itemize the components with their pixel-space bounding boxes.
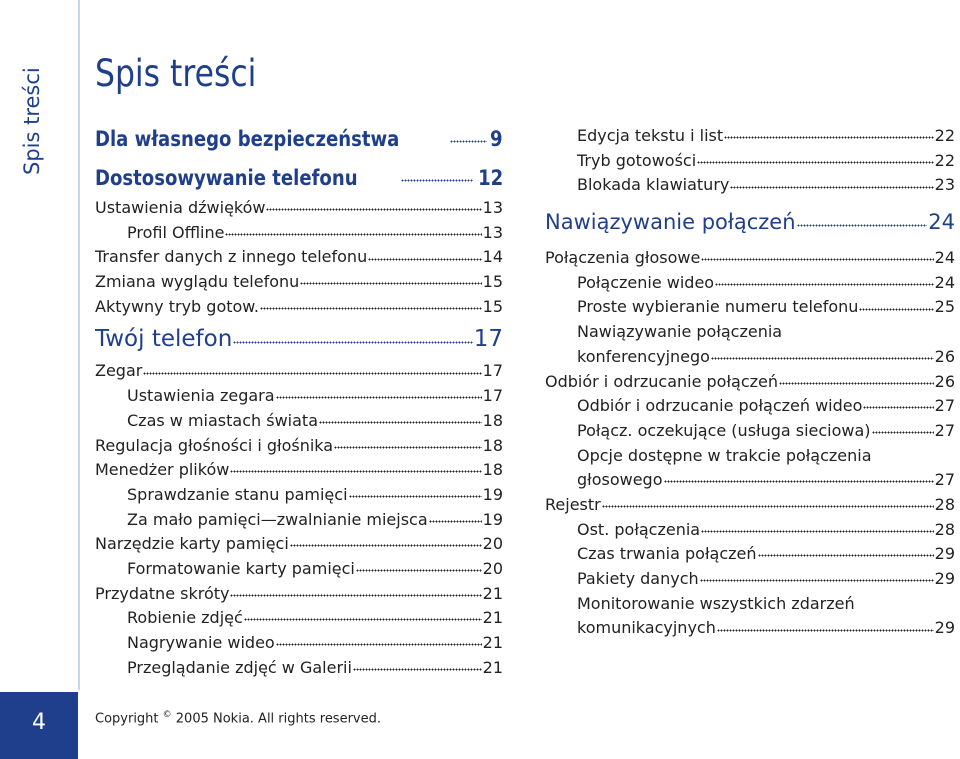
toc-title-line1: Monitorowanie wszystkich zdarzeń bbox=[577, 593, 855, 613]
toc-section-dla-wlasnego-bezpieczenstwa[interactable] bbox=[95, 122, 503, 156]
copyright-pre: Copyright bbox=[95, 711, 163, 727]
toc-leader bbox=[230, 459, 481, 475]
toc-entry[interactable] bbox=[95, 409, 503, 434]
toc-page: 9 bbox=[490, 127, 503, 151]
toc-leader bbox=[429, 509, 482, 525]
toc-page: 15 bbox=[482, 296, 503, 316]
toc-page: 27 bbox=[934, 470, 955, 490]
toc-leader bbox=[797, 208, 928, 229]
toc-page: 27 bbox=[934, 396, 955, 416]
toc-page: 25 bbox=[934, 297, 955, 317]
toc-entry[interactable] bbox=[95, 359, 503, 384]
toc-entry[interactable] bbox=[545, 394, 955, 419]
toc-title: Aktywny tryb gotow. bbox=[95, 296, 260, 316]
toc-section-twoj-telefon[interactable] bbox=[95, 319, 503, 359]
toc-page: 18 bbox=[482, 435, 503, 455]
page-title: Spis treści bbox=[95, 52, 257, 95]
toc-entry-wrapped[interactable] bbox=[545, 592, 955, 641]
toc-page: 12 bbox=[477, 166, 503, 190]
toc-leader bbox=[300, 271, 481, 287]
toc-leader bbox=[260, 296, 482, 312]
toc-title: Czas trwania połączeń bbox=[577, 544, 757, 564]
toc-entry[interactable] bbox=[95, 606, 503, 631]
toc-entry-continuation bbox=[577, 468, 955, 493]
toc-title-line2: komunikacyjnych bbox=[577, 618, 716, 638]
toc-page: 13 bbox=[482, 222, 503, 242]
toc-entry[interactable] bbox=[545, 271, 955, 296]
toc-title: Formatowanie karty pamięci bbox=[127, 558, 355, 578]
toc-entry[interactable] bbox=[545, 542, 955, 567]
toc-entry[interactable] bbox=[545, 567, 955, 592]
toc-title: Nawiązywanie połączeń bbox=[545, 210, 796, 235]
toc-title: Proste wybieranie numeru telefonu bbox=[577, 297, 859, 317]
toc-page: 18 bbox=[482, 410, 503, 430]
toc-page: 26 bbox=[934, 346, 955, 366]
toc-title: Narzędzie karty pamięci bbox=[95, 534, 289, 554]
toc-title: Za mało pamięci—zwalnianie miejsca bbox=[127, 509, 428, 529]
toc-page: 22 bbox=[934, 126, 955, 145]
toc-section-dostosowywanie-telefonu[interactable] bbox=[95, 160, 503, 196]
toc-title-line2: głosowego bbox=[577, 470, 663, 490]
toc-entry[interactable] bbox=[95, 483, 503, 508]
copyright-footer bbox=[95, 710, 381, 726]
toc-entry-continuation bbox=[577, 345, 955, 370]
toc-leader bbox=[356, 558, 482, 574]
toc-page: 19 bbox=[482, 509, 503, 529]
toc-title: Regulacja głośności i głośnika bbox=[95, 435, 334, 455]
toc-leader bbox=[730, 174, 933, 190]
toc-entry[interactable] bbox=[545, 124, 955, 149]
toc-leader bbox=[711, 346, 934, 362]
toc-leader bbox=[334, 435, 482, 451]
toc-entry[interactable] bbox=[95, 434, 503, 459]
toc-leader bbox=[319, 410, 482, 426]
toc-page: 20 bbox=[482, 558, 503, 578]
toc-title: Połączenia głosowe bbox=[545, 248, 701, 268]
toc-leader bbox=[697, 150, 933, 166]
toc-entry[interactable] bbox=[95, 384, 503, 409]
toc-entry[interactable] bbox=[545, 149, 955, 174]
toc-title: Połączenie wideo bbox=[577, 272, 715, 292]
toc-leader bbox=[758, 543, 934, 559]
toc-entry[interactable] bbox=[95, 631, 503, 656]
toc-page: 17 bbox=[473, 326, 503, 353]
toc-title-line2: konferencyjnego bbox=[577, 346, 710, 366]
toc-leader bbox=[353, 657, 482, 673]
toc-entry[interactable] bbox=[95, 557, 503, 582]
toc-leader bbox=[401, 164, 472, 185]
toc-entry[interactable] bbox=[545, 419, 955, 444]
toc-title-line1: Nawiązywanie połączenia bbox=[577, 322, 783, 342]
toc-page: 21 bbox=[482, 583, 503, 603]
toc-left-column bbox=[95, 122, 503, 680]
toc-page: 29 bbox=[934, 544, 955, 564]
toc-leader bbox=[230, 583, 481, 599]
toc-section-nawiazywanie-polaczen[interactable] bbox=[545, 198, 955, 246]
toc-entry[interactable] bbox=[95, 270, 503, 295]
toc-title: Połącz. oczekujące (usługa sieciowa) bbox=[577, 420, 871, 440]
side-section-title: Spis treści bbox=[20, 67, 44, 175]
toc-leader bbox=[859, 296, 933, 312]
toc-title-line1: Opcje dostępne w trakcie połączenia bbox=[577, 445, 872, 465]
toc-page: 13 bbox=[482, 198, 503, 217]
toc-title: Zegar bbox=[95, 361, 143, 381]
toc-entry[interactable] bbox=[95, 245, 503, 270]
toc-title: Rejestr bbox=[545, 494, 601, 514]
toc-leader bbox=[225, 222, 481, 238]
toc-entry[interactable] bbox=[95, 582, 503, 607]
toc-leader bbox=[717, 617, 934, 633]
toc-page: 15 bbox=[482, 272, 503, 292]
toc-title: Ost. połączenia bbox=[577, 519, 701, 539]
toc-page: 21 bbox=[482, 657, 503, 677]
toc-title: Pakiety danych bbox=[577, 569, 699, 588]
toc-leader bbox=[701, 247, 933, 263]
toc-page: 24 bbox=[934, 272, 955, 292]
toc-entry[interactable] bbox=[95, 656, 503, 681]
toc-leader bbox=[602, 494, 934, 510]
toc-leader bbox=[368, 246, 481, 262]
toc-title: Odbiór i odrzucanie połączeń wideo bbox=[577, 396, 863, 416]
copyright-post: 2005 Nokia. All rights reserved. bbox=[171, 711, 382, 727]
toc-entry-wrapped[interactable] bbox=[545, 320, 955, 369]
toc-entry[interactable] bbox=[545, 370, 955, 395]
toc-page: 17 bbox=[482, 386, 503, 406]
toc-title: Nagrywanie wideo bbox=[127, 633, 275, 652]
toc-entry[interactable] bbox=[95, 295, 503, 320]
toc-entry[interactable] bbox=[95, 532, 503, 557]
toc-leader bbox=[266, 197, 481, 213]
toc-leader bbox=[233, 323, 472, 346]
toc-entry[interactable] bbox=[545, 493, 955, 518]
toc-entry[interactable] bbox=[545, 173, 955, 198]
toc-entry[interactable] bbox=[545, 518, 955, 543]
toc-leader bbox=[244, 607, 482, 623]
toc-title: Edycja tekstu i list bbox=[577, 126, 724, 145]
toc-page: 18 bbox=[482, 460, 503, 480]
toc-page: 21 bbox=[482, 633, 503, 652]
toc-title: Profil Offline bbox=[127, 222, 225, 242]
toc-title: Ustawienia zegara bbox=[127, 386, 275, 406]
toc-page: 19 bbox=[482, 484, 503, 504]
toc-page: 26 bbox=[934, 371, 955, 391]
toc-leader bbox=[872, 420, 934, 436]
toc-title: Zmiana wyglądu telefonu bbox=[95, 272, 300, 292]
toc-entry[interactable] bbox=[95, 221, 503, 246]
toc-page: 28 bbox=[934, 494, 955, 514]
toc-title: Przeglądanie zdjęć w Galerii bbox=[127, 657, 352, 677]
toc-title: Blokada klawiatury bbox=[577, 175, 730, 195]
toc-leader bbox=[715, 272, 934, 288]
toc-page: 27 bbox=[934, 420, 955, 440]
toc-page: 17 bbox=[482, 361, 503, 381]
toc-page: 28 bbox=[934, 519, 955, 539]
toc-leader bbox=[450, 125, 487, 146]
toc-title: Odbiór i odrzucanie połączeń bbox=[545, 371, 778, 391]
toc-entry[interactable] bbox=[545, 295, 955, 320]
toc-title: Dostosowywanie telefonu bbox=[95, 166, 358, 190]
toc-leader bbox=[700, 568, 934, 584]
toc-leader bbox=[276, 385, 482, 401]
toc-title: Dla własnego bezpieczeństwa bbox=[95, 127, 400, 151]
toc-leader bbox=[143, 360, 481, 376]
toc-page: 22 bbox=[934, 150, 955, 170]
toc-title: Transfer danych z innego telefonu bbox=[95, 247, 368, 267]
page-number-box bbox=[0, 692, 78, 759]
toc-page: 14 bbox=[482, 247, 503, 267]
toc-page: 29 bbox=[934, 569, 955, 588]
toc-entry[interactable] bbox=[95, 508, 503, 533]
toc-title: Twój telefon bbox=[95, 326, 233, 353]
toc-title: Czas w miastach świata bbox=[127, 410, 318, 430]
toc-page: 24 bbox=[928, 210, 955, 235]
toc-leader bbox=[290, 533, 482, 549]
toc-entry[interactable] bbox=[95, 196, 503, 221]
toc-leader bbox=[724, 125, 934, 141]
toc-leader bbox=[863, 395, 933, 411]
toc-title: Menedżer plików bbox=[95, 460, 230, 480]
copyright-symbol: © bbox=[162, 710, 172, 720]
toc-leader bbox=[779, 371, 934, 387]
toc-title: Przydatne skróty bbox=[95, 583, 230, 603]
toc-leader bbox=[664, 469, 934, 485]
toc-title: Sprawdzanie stanu pamięci bbox=[127, 484, 348, 504]
page-number: 4 bbox=[32, 710, 46, 735]
toc-page: 24 bbox=[934, 248, 955, 268]
toc-leader bbox=[276, 632, 482, 648]
toc-page: 23 bbox=[934, 175, 955, 195]
toc-entry-continuation bbox=[577, 616, 955, 641]
toc-entry[interactable] bbox=[545, 246, 955, 271]
toc-page: 21 bbox=[482, 608, 503, 628]
toc-entry[interactable] bbox=[95, 458, 503, 483]
toc-right-column bbox=[545, 124, 955, 641]
toc-page: 29 bbox=[934, 618, 955, 638]
toc-leader bbox=[349, 484, 482, 500]
toc-leader bbox=[701, 519, 934, 535]
sidebar-strip bbox=[0, 0, 80, 690]
toc-title: Robienie zdjęć bbox=[127, 608, 243, 628]
toc-page: 20 bbox=[482, 534, 503, 554]
toc-entry-wrapped[interactable] bbox=[545, 444, 955, 493]
toc-title: Tryb gotowości bbox=[577, 150, 697, 170]
toc-title: Ustawienia dźwięków bbox=[95, 198, 266, 217]
